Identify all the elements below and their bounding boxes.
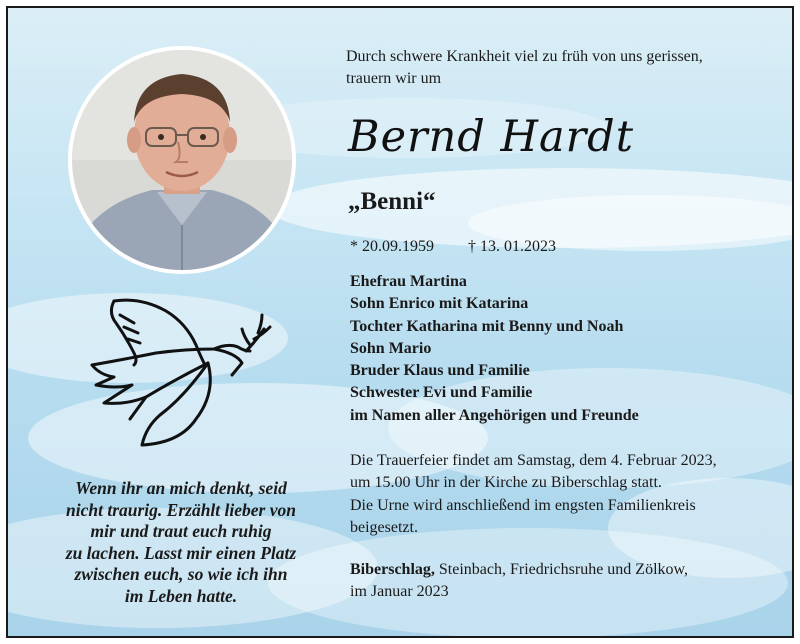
mourner-line: Schwester Evi und Familie xyxy=(350,384,533,402)
intro-line: Durch schwere Krankheit viel zu früh von uns gerissen, xyxy=(346,48,703,65)
quote-line: Wenn ihr an mich denkt, seid xyxy=(75,478,287,498)
death-date: † 13. 01.2023 xyxy=(468,238,556,255)
place-date: im Januar 2023 xyxy=(350,583,449,601)
mourner-line: Sohn Mario xyxy=(350,339,432,357)
mourner-line: Bruder Klaus und Familie xyxy=(350,362,530,380)
mourners-list xyxy=(350,271,639,427)
birth-date: * 20.09.1959 xyxy=(350,238,434,255)
portrait-photo xyxy=(68,46,296,274)
deceased-name: Bernd Hardt xyxy=(348,112,634,162)
portrait-photo-image xyxy=(72,50,292,270)
memorial-quote xyxy=(36,478,326,607)
quote-line: zwischen euch, so wie ich ihn xyxy=(74,564,288,584)
mourner-line: Ehefrau Martina xyxy=(350,273,467,290)
service-line: um 15.00 Uhr in der Kirche zu Biberschlag statt. xyxy=(350,474,662,492)
obituary-frame xyxy=(6,6,794,638)
mourner-line: Tochter Katharina mit Benny und Noah xyxy=(350,317,624,335)
dove-with-olive-branch-icon xyxy=(86,293,286,451)
quote-line: nicht traurig. Erzählt lieber von xyxy=(66,499,296,520)
life-dates xyxy=(350,238,556,256)
quote-line: zu lachen. Lasst mir einen Platz xyxy=(65,542,297,563)
mourner-line: im Namen aller Angehörigen und Freunde xyxy=(350,406,639,424)
service-line: Die Urne wird anschließend im engsten Familienkreis xyxy=(350,496,696,514)
funeral-service-info xyxy=(350,450,717,539)
place-line xyxy=(350,559,688,581)
place-rest: Steinbach, Friedrichsruhe und Zölkow, xyxy=(434,561,689,578)
place-town: Biberschlag, xyxy=(350,561,435,578)
mourner-line: Sohn Enrico mit Katarina xyxy=(350,295,529,313)
nickname: „Benni“ xyxy=(348,188,436,215)
quote-line: mir und traut euch ruhig xyxy=(90,521,272,541)
intro-text xyxy=(346,46,703,89)
intro-line: trauern wir um xyxy=(346,69,442,87)
service-line: beigesetzt. xyxy=(350,518,418,536)
place-and-date xyxy=(350,559,688,604)
service-line: Die Trauerfeier findet am Samstag, dem 4. Februar 2023, xyxy=(350,452,717,469)
quote-line: im Leben hatte. xyxy=(124,585,238,606)
